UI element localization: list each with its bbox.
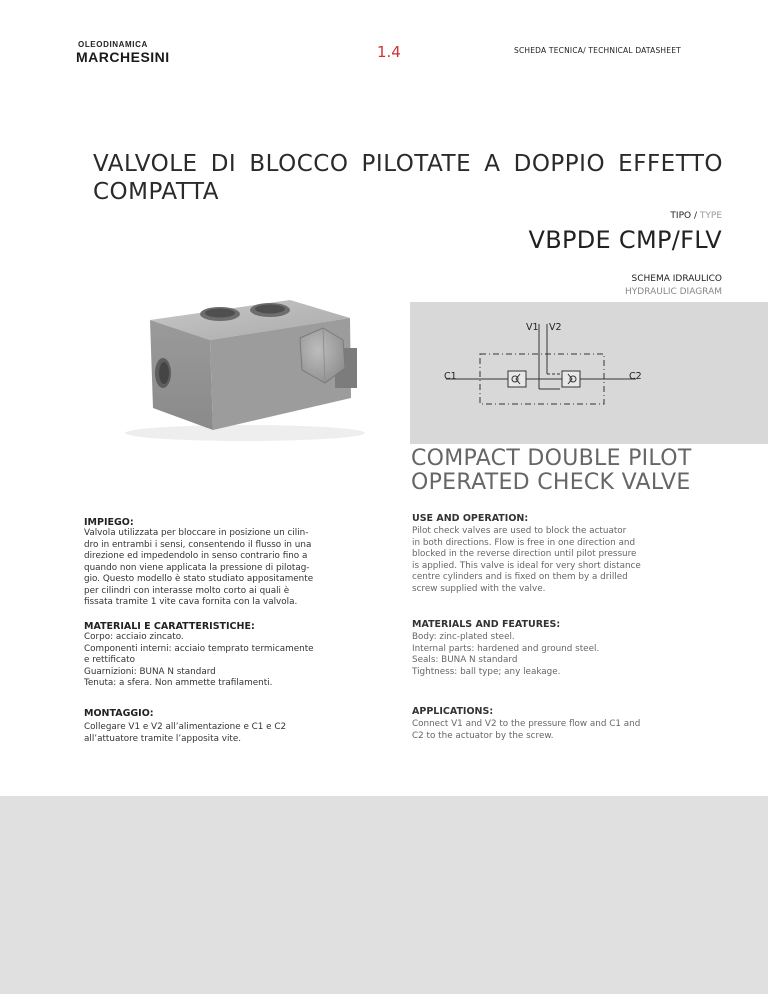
port-v2-label: V2 <box>549 322 562 333</box>
section-body <box>412 719 692 742</box>
section-body <box>84 722 354 745</box>
logo-subtitle: OLEODINAMICA <box>78 40 148 49</box>
page-title: VALVOLE DI BLOCCO PILOTATE A DOPPIO EFFETTO COMPATTA <box>93 151 723 205</box>
text-line: Tenuta: a sfera. Non ammette trafilamenti. <box>84 678 273 688</box>
section-title: MONTAGGIO: <box>84 708 154 719</box>
port-c1-label: C1 <box>444 371 457 382</box>
section-body <box>412 526 692 595</box>
text-line: centre cylinders and is fixed on them by a drilled <box>412 572 628 582</box>
port-v1-label: V1 <box>526 322 539 333</box>
section-title: USE AND OPERATION: <box>412 513 529 524</box>
section-title: APPLICATIONS: <box>412 706 494 717</box>
port-c2-label: C2 <box>629 371 642 382</box>
text-line: direzione ed impedendolo in senso contrario fino a <box>84 551 308 561</box>
text-line: e rettificato <box>84 655 135 665</box>
text-line: per cilindri con interasse molto corto ai quali è <box>84 585 290 596</box>
text-line: Connect V1 and V2 to the pressure flow and C1 and <box>412 719 641 729</box>
valve-product-image <box>95 258 395 443</box>
text-line: Tightness: ball type; any leakage. <box>412 666 561 677</box>
text-line: quando non viene applicata la pressione di pilotag- <box>84 562 310 573</box>
section-it-materials <box>84 621 354 690</box>
section-title: IMPIEGO: <box>84 517 134 528</box>
section-number: 1.4 <box>377 43 401 61</box>
text-line: Seals: BUNA N standard <box>412 655 518 665</box>
text-line: in both directions. Flow is free in one direction and <box>412 537 636 548</box>
section-body <box>412 632 692 678</box>
type-label-it: TIPO <box>670 211 692 221</box>
section-en-materials <box>412 619 692 678</box>
text-line: blocked in the reverse direction until pilot pressure <box>412 549 637 559</box>
section-title: MATERIALI E CARATTERISTICHE: <box>84 621 255 632</box>
text-line: Componenti interni: acciaio temprato termicamente <box>84 643 314 654</box>
text-line: Collegare V1 e V2 all’alimentazione e C1 e C2 <box>84 722 287 732</box>
text-line: C2 to the actuator by the screw. <box>412 730 554 741</box>
text-line: is applied. This valve is ideal for very short distance <box>412 560 641 571</box>
hydraulic-diagram <box>410 302 768 444</box>
type-label-en: TYPE <box>699 211 722 221</box>
product-heading-en <box>411 447 692 495</box>
text-line: all’attuatore tramite l’apposita vite. <box>84 733 242 744</box>
text-line: Body: zinc-plated steel. <box>412 632 515 642</box>
text-line: dro in entrambi i sensi, consentendo il flusso in una <box>84 539 312 550</box>
product-heading-en-line1: COMPACT DOUBLE PILOT <box>411 446 692 471</box>
section-body <box>84 632 354 690</box>
text-line: Internal parts: hardened and ground steel. <box>412 643 600 654</box>
section-it-mounting <box>84 708 354 745</box>
section-en-applications <box>412 706 692 742</box>
type-label <box>670 211 722 221</box>
footer-gray-band <box>0 796 768 994</box>
text-line: Pilot check valves are used to block the actuator <box>412 526 627 536</box>
text-line: Corpo: acciaio zincato. <box>84 632 184 642</box>
type-separator: / <box>693 211 698 221</box>
text-line: gio. Questo modello è stato studiato appositamente <box>84 574 314 584</box>
schema-label-it: SCHEMA IDRAULICO <box>631 274 722 284</box>
schema-label-en: HYDRAULIC DIAGRAM <box>624 287 722 297</box>
text-line: screw supplied with the valve. <box>412 583 546 594</box>
section-it-usage <box>84 517 354 609</box>
section-title: MATERIALS AND FEATURES: <box>412 619 561 630</box>
text-line: fissata tramite 1 vite cava fornita con la valvola. <box>84 597 298 607</box>
model-code: VBPDE CMP/FLV <box>528 226 722 254</box>
section-body <box>84 528 354 609</box>
section-en-usage <box>412 513 692 595</box>
product-heading-en-line2: OPERATED CHECK VALVE <box>411 470 691 495</box>
text-line: Valvola utilizzata per bloccare in posizione un cilin- <box>84 528 309 538</box>
logo-brand: MARCHESINI <box>76 49 170 65</box>
datasheet-label: SCHEDA TECNICA/ TECHNICAL DATASHEET <box>514 46 681 55</box>
text-line: Guarnizioni: BUNA N standard <box>84 666 216 677</box>
